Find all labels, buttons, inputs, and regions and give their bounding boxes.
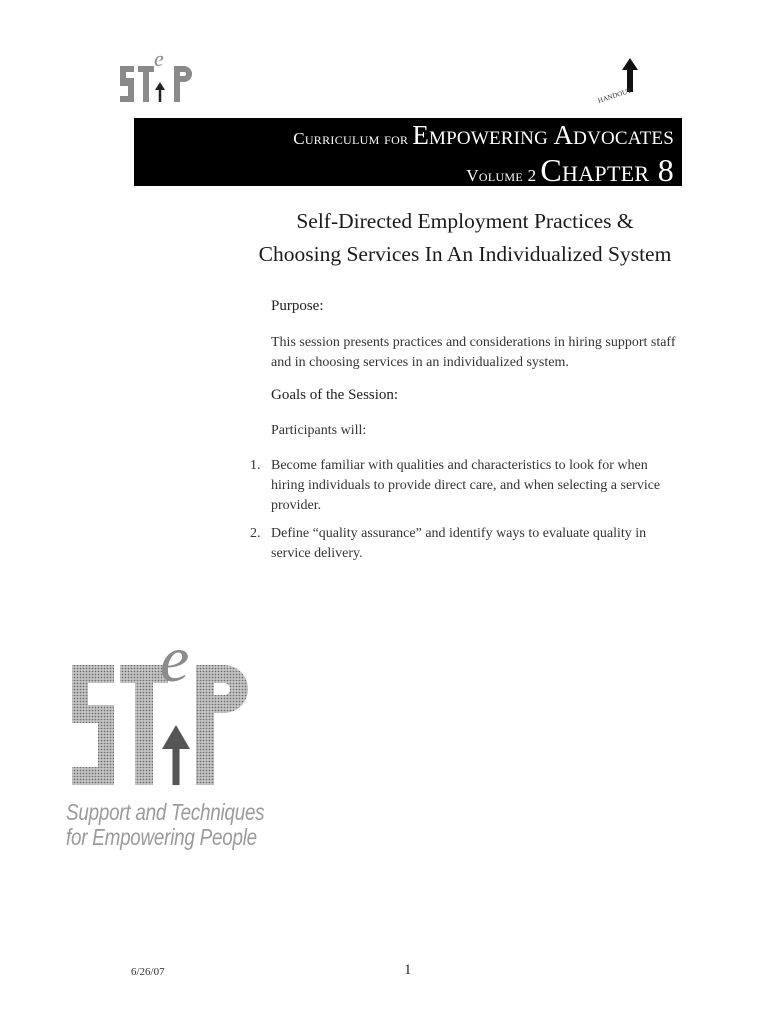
banner-chapter: Chapter 8 — [540, 152, 674, 188]
title-line-2: Choosing Services In An Individualized System — [258, 242, 672, 266]
banner-curriculum-line — [293, 120, 674, 155]
banner-curriculum-title: Empowering Advocates — [412, 120, 674, 150]
handout-label: HANDOUT — [596, 86, 633, 105]
banner-curriculum-prefix: Curriculum for — [293, 129, 409, 148]
banner-volume: Volume 2 — [466, 166, 537, 185]
footer-date: 6/26/07 — [131, 966, 165, 978]
document-title — [200, 205, 730, 271]
svg-text:e: e — [160, 625, 190, 696]
step-logo-small — [116, 44, 208, 104]
goals-heading: Goals of the Session: — [271, 387, 399, 403]
page-number: 1 — [404, 962, 412, 978]
banner-chapter-line — [466, 154, 674, 193]
goal-item: Define “quality assurance” and identify ways to evaluate quality in service delivery. — [271, 526, 647, 561]
purpose-heading: Purpose: — [271, 298, 324, 314]
title-line-1: Self-Directed Employment Practices & — [296, 209, 634, 233]
tagline-line-2: for Empowering People — [66, 824, 257, 850]
tagline-line-1: Support and Techniques — [66, 799, 265, 825]
goal-number: 1. — [250, 458, 261, 473]
goal-item: Become familiar with qualities and characteristics to look for when hiring individuals to provide direct care, and when selecting a service provider. — [271, 458, 661, 513]
step-tagline — [66, 800, 264, 850]
goal-number: 2. — [250, 526, 261, 541]
goals-intro: Participants will: — [271, 423, 367, 438]
purpose-text: This session presents practices and considerations in hiring support staff and in choosing services in an individualized system. — [271, 335, 676, 370]
curriculum-banner — [134, 118, 682, 186]
svg-text:e: e — [154, 46, 164, 71]
handout-arrow-icon — [594, 54, 650, 106]
